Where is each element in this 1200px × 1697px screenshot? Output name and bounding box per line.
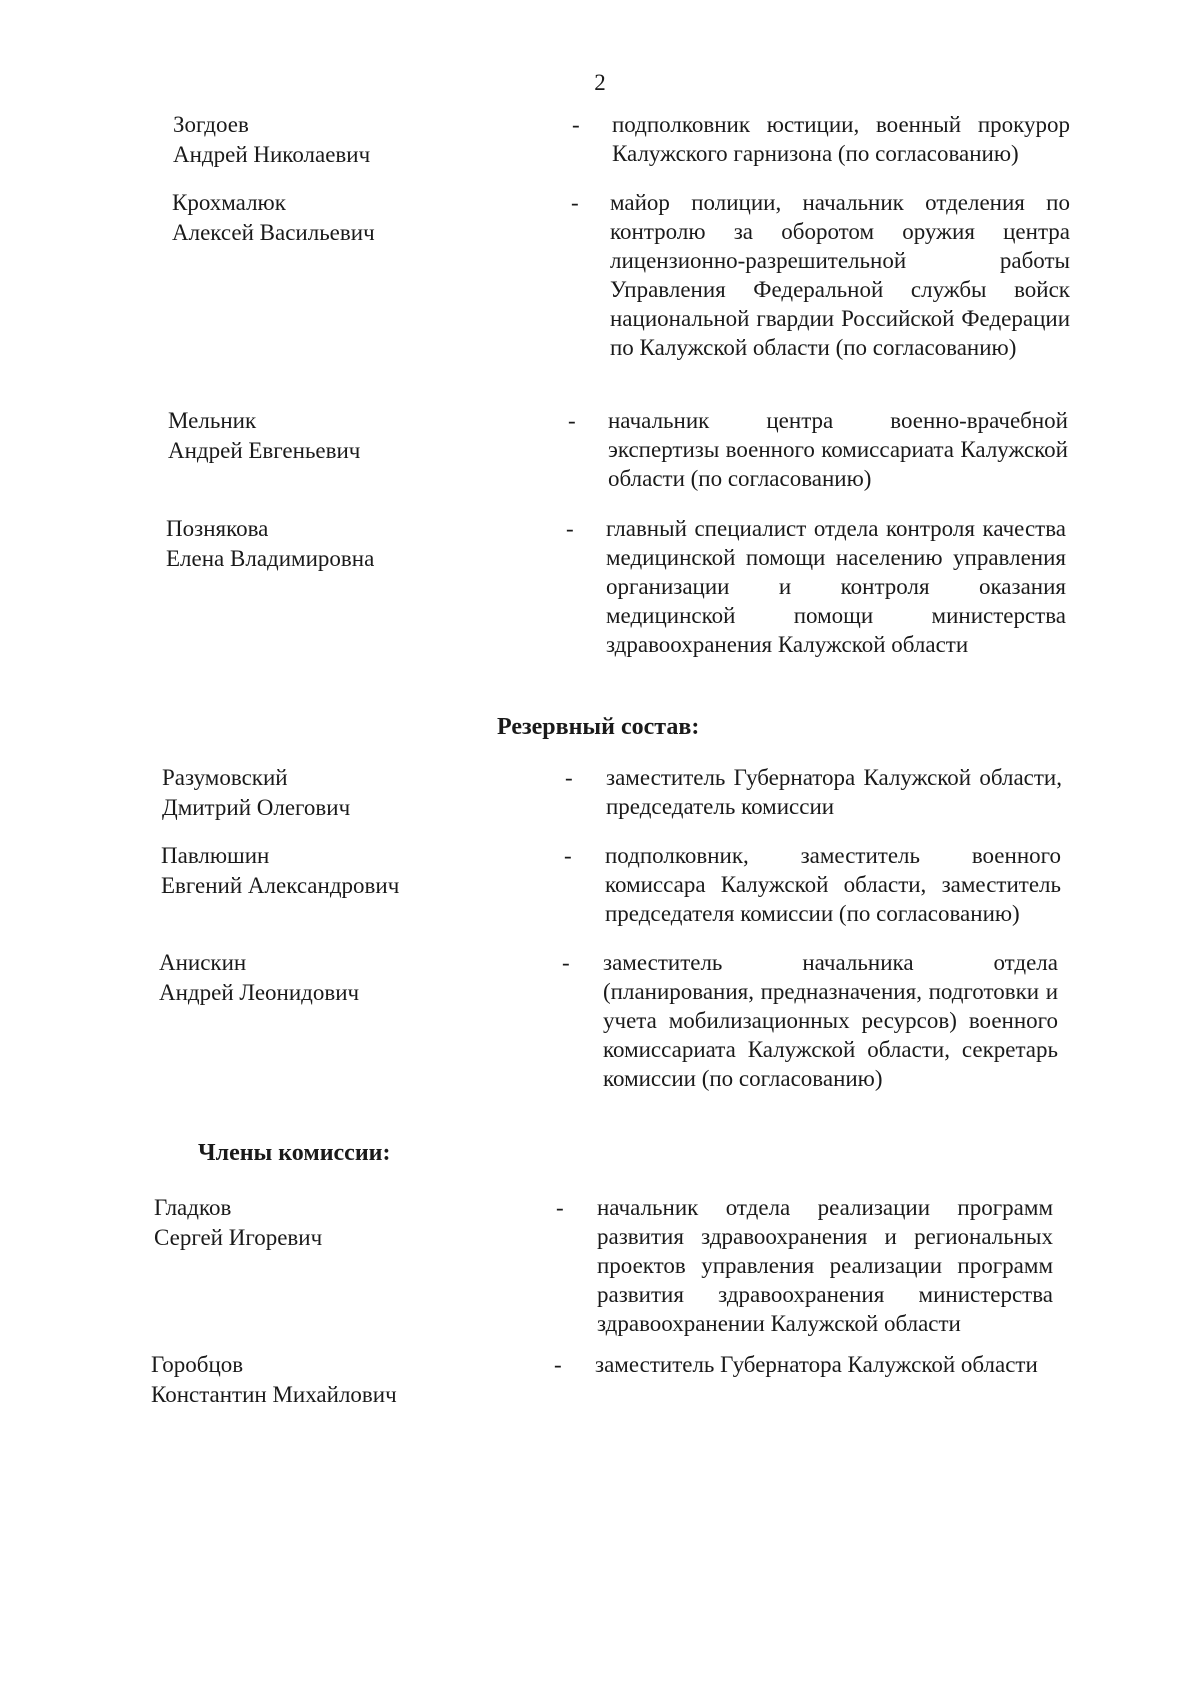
member-name xyxy=(159,948,359,1008)
member-position: главный специалист отдела контроля качества медицинской помощи населению управления организации и контроля оказания медицинской помощи министерства здравоохранения Калужской области xyxy=(606,516,1066,657)
member-name xyxy=(154,1193,322,1253)
member-position: майор полиции, начальник отделения по контролю за оборотом оружия центра лицензионно-разрешительной работы Управления Федеральной службы войск национальной гвардии Российской Федерации по Калужской области (по согласованию) xyxy=(610,190,1070,360)
member-given-names: Андрей Николаевич xyxy=(173,142,371,167)
member-given-names: Елена Владимировна xyxy=(166,546,375,571)
dash-separator: - xyxy=(572,112,580,137)
member-surname: Познякова xyxy=(166,516,269,541)
member-position: подполковник юстиции, военный прокурор Калужского гарнизона (по согласованию) xyxy=(612,112,1070,166)
dash-separator: - xyxy=(568,408,576,433)
member-position: подполковник, заместитель военного комиссара Калужской области, заместитель председателя комиссии (по согласованию) xyxy=(605,843,1061,926)
member-name xyxy=(161,841,399,901)
member-position: заместитель Губернатора Калужской области, председатель комиссии xyxy=(606,765,1062,819)
members-heading: Члены комиссии: xyxy=(198,1140,391,1166)
member-position: заместитель Губернатора Калужской области xyxy=(595,1352,1038,1377)
member-surname: Павлюшин xyxy=(161,843,270,868)
member-surname: Гладков xyxy=(154,1195,232,1220)
member-name xyxy=(151,1350,397,1410)
member-surname: Мельник xyxy=(168,408,257,433)
page-number: 2 xyxy=(594,70,606,95)
dash-separator: - xyxy=(571,190,579,215)
dash-separator: - xyxy=(566,516,574,541)
member-given-names: Евгений Александрович xyxy=(161,873,400,898)
member-given-names: Алексей Васильевич xyxy=(172,220,375,245)
member-surname: Горобцов xyxy=(151,1352,244,1377)
member-surname: Крохмалюк xyxy=(172,190,286,215)
member-surname: Разумовский xyxy=(162,765,288,790)
member-surname: Анискин xyxy=(159,950,247,975)
member-given-names: Дмитрий Олегович xyxy=(162,795,351,820)
member-position: начальник отдела реализации программ развития здравоохранения и региональных проектов управления реализации программ развития здравоохранения министерства здравоохранении Калужской области xyxy=(597,1195,1053,1336)
dash-separator: - xyxy=(562,950,570,975)
member-name xyxy=(168,406,360,466)
member-given-names: Андрей Евгеньевич xyxy=(168,438,361,463)
member-given-names: Константин Михайлович xyxy=(151,1382,397,1407)
member-given-names: Андрей Леонидович xyxy=(159,980,360,1005)
member-position: начальник центра военно-врачебной экспертизы военного комиссариата Калужской области (по согласованию) xyxy=(608,408,1068,491)
dash-separator: - xyxy=(565,765,573,790)
reserve-heading: Резервный состав: xyxy=(497,714,700,740)
member-position: заместитель начальника отдела (планирования, предназначения, подготовки и учета мобилизационных ресурсов) военного комиссариата Калужской области, секретарь комиссии (по согласованию) xyxy=(603,950,1058,1091)
dash-separator: - xyxy=(554,1352,562,1377)
dash-separator: - xyxy=(564,843,572,868)
member-name xyxy=(172,188,375,248)
dash-separator: - xyxy=(556,1195,564,1220)
member-given-names: Сергей Игоревич xyxy=(154,1225,323,1250)
member-name xyxy=(173,110,370,170)
member-surname: Зогдоев xyxy=(173,112,249,137)
member-name xyxy=(166,514,374,574)
member-name xyxy=(162,763,350,823)
